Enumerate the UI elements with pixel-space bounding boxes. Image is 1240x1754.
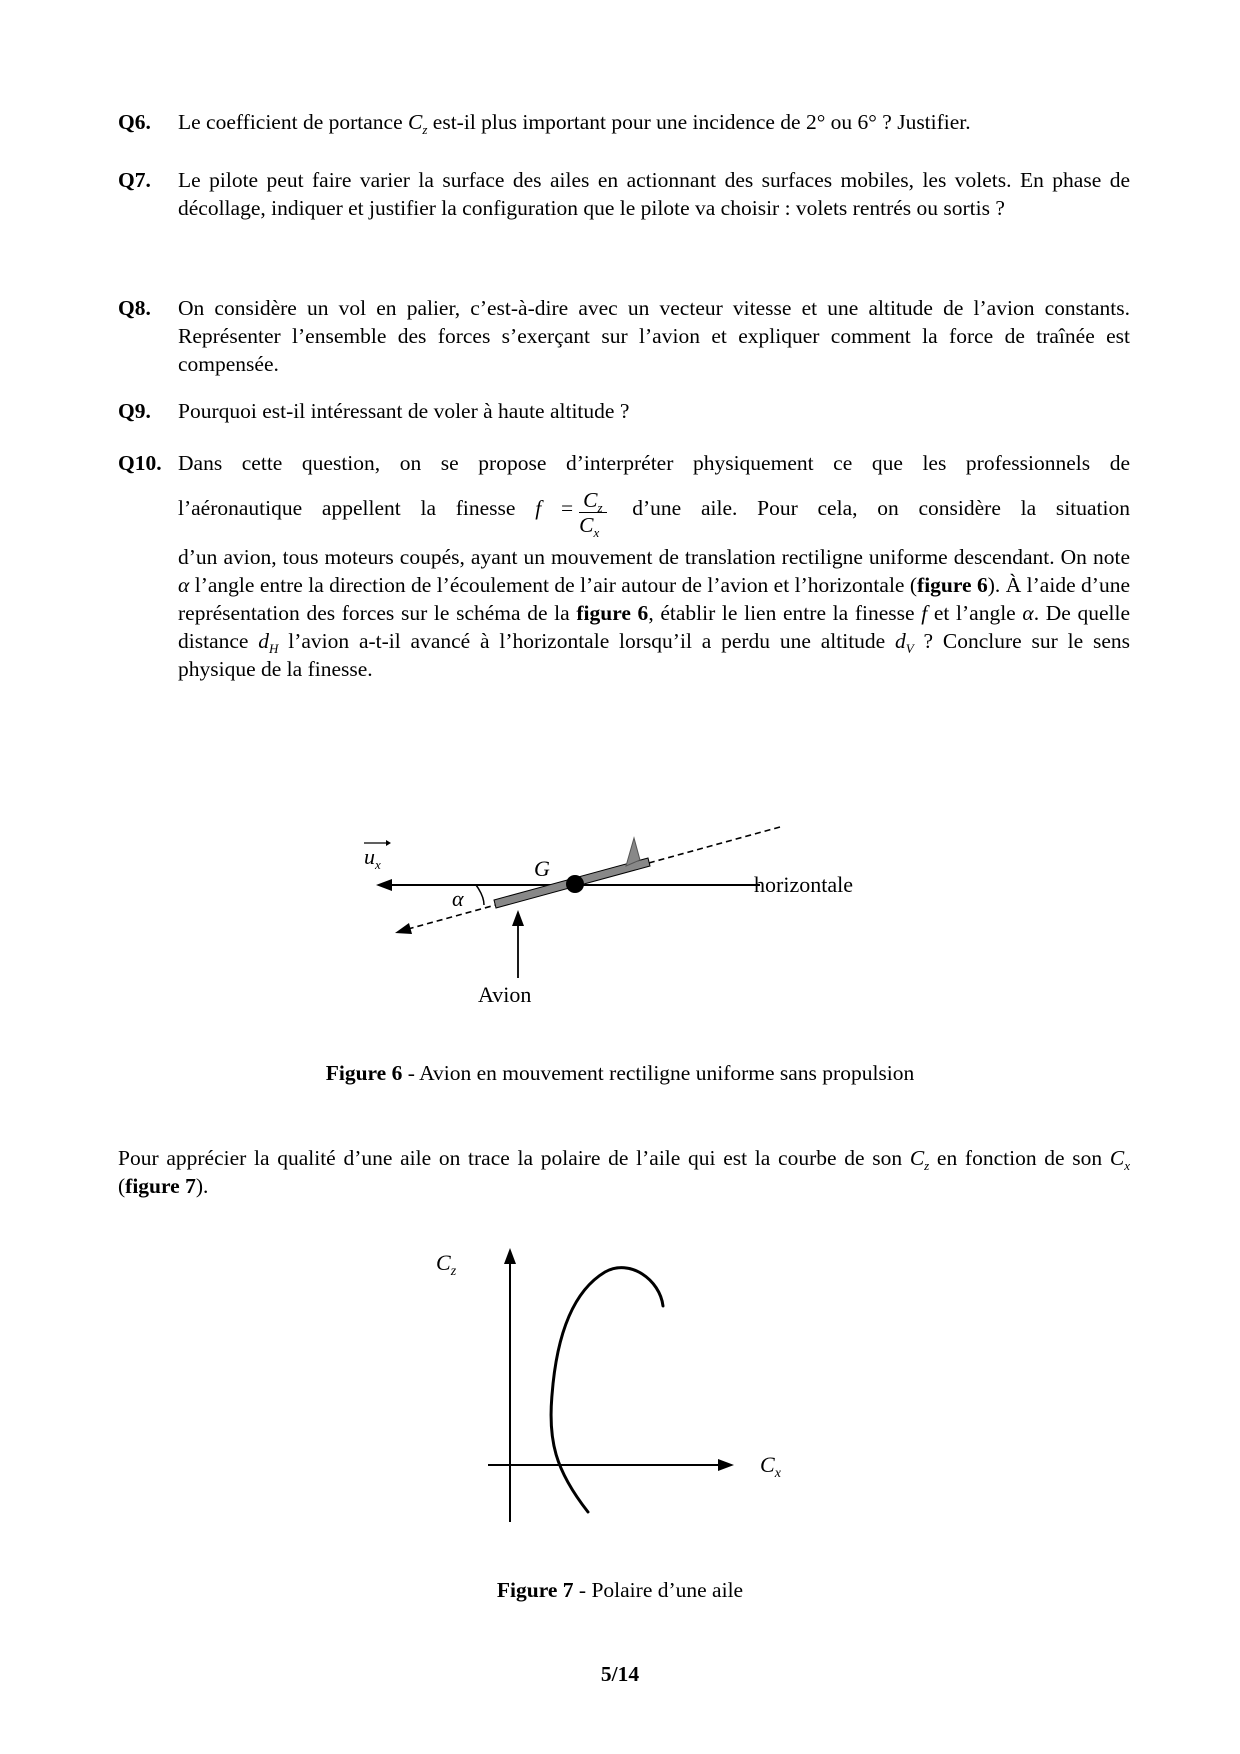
figure-7-caption: Figure 7 - Polaire d’une aile	[496, 1578, 744, 1602]
question-label: Q8.	[118, 296, 151, 320]
finesse-fraction: $\frac{C_z}{C_x}$	[579, 488, 606, 537]
cz-axis-arrowhead	[504, 1248, 516, 1264]
question-text: Le coefficient de portance $C_z$ est-il plus important pour une incidence de 2° ou 6° ? Justifier.	[178, 110, 971, 137]
page-number: 5/14	[600, 1662, 640, 1686]
avion-label: Avion	[478, 982, 532, 1007]
question-text: Dans cette question, on se propose d’interpréter physiquement ce que les professionnels de	[178, 451, 1130, 475]
question-text: On considère un vol en palier, c’est-à-dire avec un vecteur vitesse et une altitude de l’avion constants. Représenter l’ensemble des forces s’exerçant sur l’avion et expliquer comment la force de traînée est compensée.	[178, 296, 1130, 376]
horizontale-label: horizontale	[754, 872, 853, 897]
question-label: Q10.	[118, 451, 162, 475]
polar-paragraph: Pour apprécier la qualité d’une aile on trace la polaire de l’aile qui est la courbe de son $C_z$ en fonction de son $C_x$ (figure 7).	[118, 1146, 1130, 1198]
question-text: Le pilote peut faire varier la surface des ailes en actionnant des surfaces mobiles, les volets. En phase de décollage, indiquer et justifier la configuration que le pilote va choisir : volets rentrés ou sortis ?	[178, 168, 1130, 220]
cx-axis-arrowhead	[718, 1459, 734, 1471]
ux-label: $u_x$	[364, 844, 381, 872]
question-text-formula-line: l’aéronautique appellent la finesse f = $\frac{C_z}{C_x}$ d’une aile. Pour cela, on considère la situation	[178, 487, 1130, 540]
figure-6-caption: Figure 6 - Avion en mouvement rectiligne uniforme sans propulsion	[325, 1061, 915, 1085]
polar-curve	[551, 1268, 663, 1512]
question-label: Q7.	[118, 168, 151, 192]
alpha-label: α	[452, 886, 464, 911]
question-label: Q6.	[118, 110, 151, 134]
question-text: d’un avion, tous moteurs coupés, ayant un mouvement de translation rectiligne uniforme descendant. On note α l’angle entre la direction de l’écoulement de l’air autour de l’avion et l’horizontale (figure 6). À l’aide d’une représentation des forces sur le schéma de la figure 6, établir le lien entre la finesse f et l’angle α. De quelle distance $d_H$ l’avion a-t-il avancé à l’horizontale lorsqu’il a perdu une altitude $d_V$ ? Conclure sur le sens physique de la finesse.	[178, 545, 1131, 681]
cx-axis-label: $C_x$	[760, 1452, 781, 1481]
cz-axis-label: $C_z$	[436, 1250, 457, 1279]
g-label: G	[534, 856, 550, 881]
question-label: Q9.	[118, 399, 151, 423]
question-text: Pourquoi est-il intéressant de voler à haute altitude ?	[178, 399, 630, 423]
